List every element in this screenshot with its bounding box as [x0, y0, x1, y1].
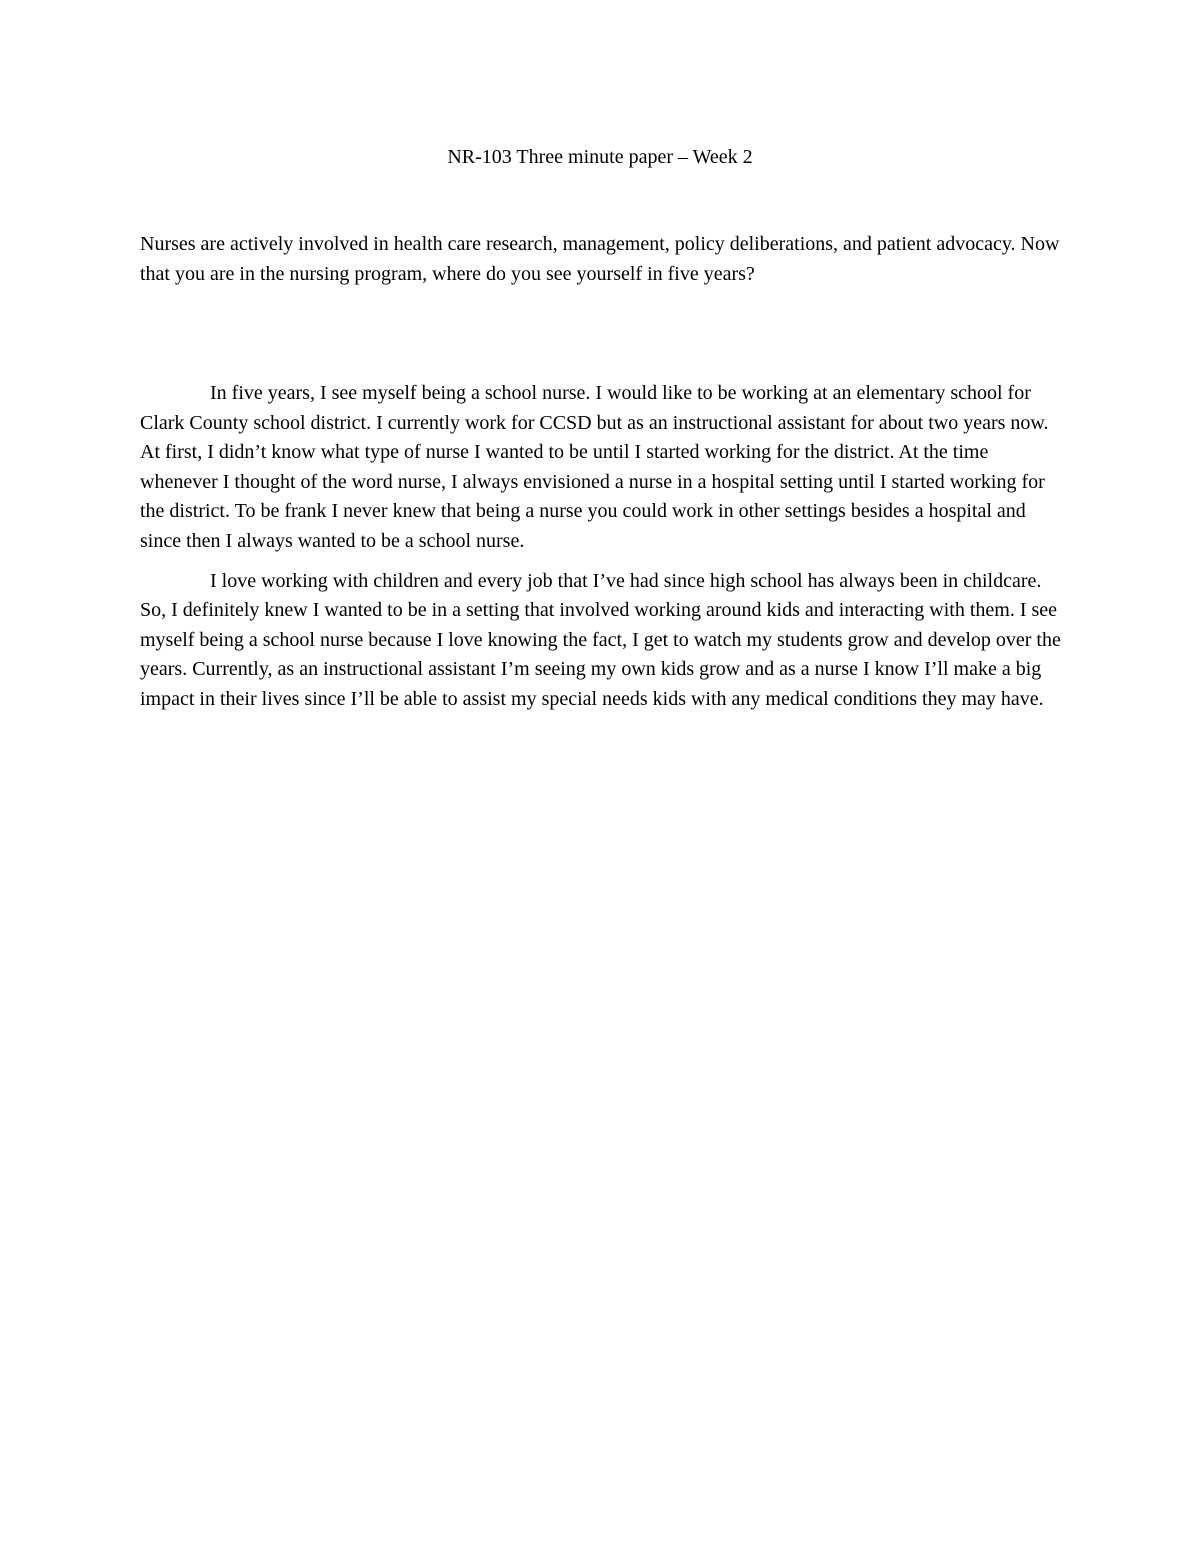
answer-paragraph: I love working with children and every job that I’ve had since high school has always been in childcare. So, I definitely knew I wanted to be in a setting that involved working around kids and interacting with them. I see myself being a school nurse because I love knowing the fact, I get to watch my students grow and develop over the years. Currently, as an instructional assistant I’m seeing my own kids grow and as a nurse I know I’ll make a big impact in their lives since I’ll be able to assist my special needs kids with any medical conditions they may have. [140, 569, 1061, 710]
answer-body [140, 379, 1065, 725]
prompt-question: Nurses are actively involved in health care research, management, policy deliberations, and patient advocacy. Now that you are in the nursing program, where do you see yourself in five years? [140, 233, 1060, 285]
answer-paragraph: In five years, I see myself being a school nurse. I would like to be working at an elementary school for Clark County school district. I currently work for CCSD but as an instructional assistant for about two years now. At first, I didn’t know what type of nurse I wanted to be until I started working for the district. At the time whenever I thought of the word nurse, I always envisioned a nurse in a hospital setting until I started working for the district. To be frank I never knew that being a nurse you could work in other settings besides a hospital and since then I always wanted to be a school nurse. [140, 382, 1049, 552]
document-title: NR-103 Three minute paper – Week 2 [447, 146, 753, 168]
